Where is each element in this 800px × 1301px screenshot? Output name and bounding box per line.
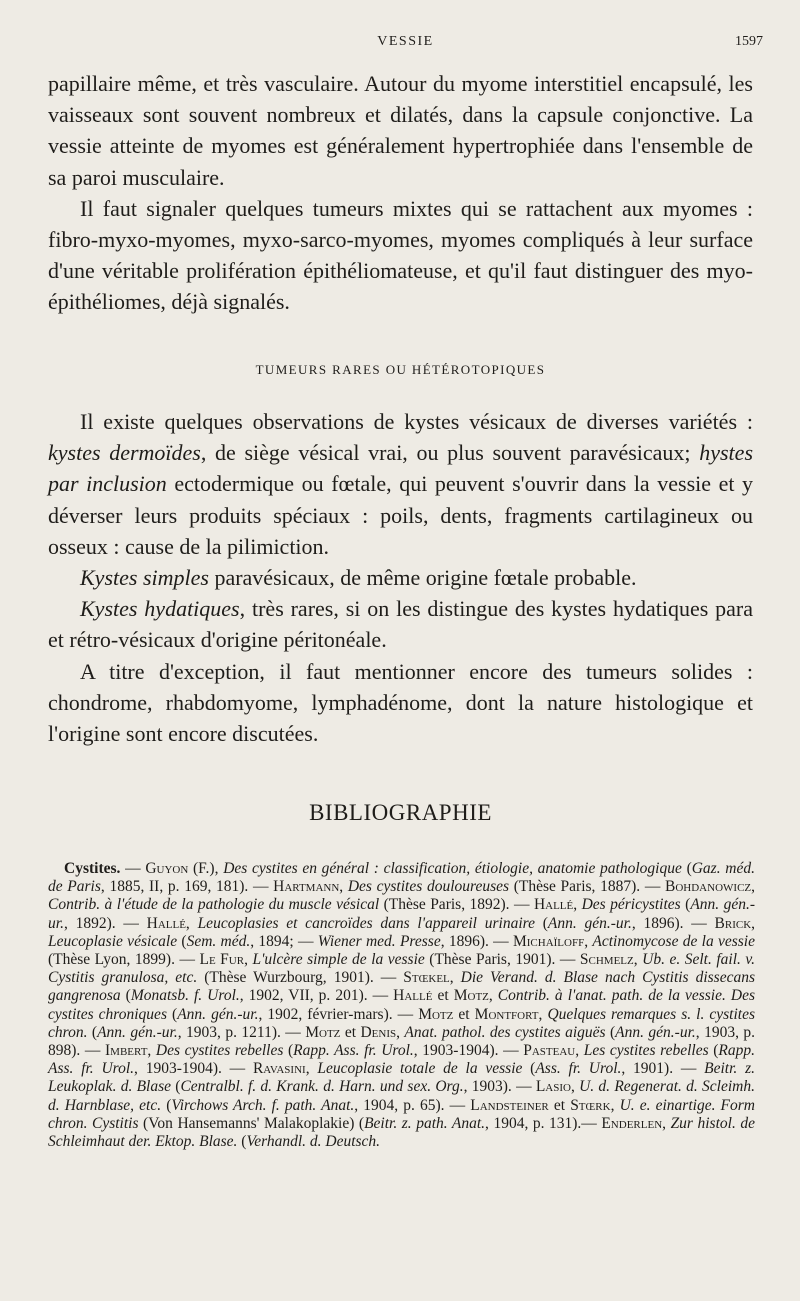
author-name: Hartmann <box>273 878 340 896</box>
citation-text: , <box>147 1042 156 1060</box>
citation-text: , 1903, p. 1211). — <box>177 1023 306 1041</box>
section-myomes <box>48 68 753 318</box>
citation-text: ( <box>120 987 131 1005</box>
bibliography-lead: Cystites. <box>64 860 121 877</box>
citation-text: , 1902, février-mars). — <box>258 1005 419 1023</box>
citation-text: ( <box>708 1042 719 1060</box>
citation-title: Leucoplasie totale de la vessie <box>317 1060 523 1078</box>
citation-text: ( <box>522 1060 536 1078</box>
author-name: Denis <box>360 1023 397 1041</box>
italic-term: kystes dermoïdes <box>48 440 201 466</box>
citation-title: Wiener med. Presse <box>317 932 441 950</box>
citation-text: , <box>575 1042 584 1060</box>
citation-text: , <box>570 1078 580 1096</box>
citation-text: , 1903-1904). — <box>134 1060 253 1078</box>
citation-title: Leucoplasie vésicale <box>48 932 178 950</box>
citation-text: , 1901). — <box>621 1060 705 1078</box>
author-name: Le Fur <box>199 951 245 969</box>
citation-text: et <box>453 1005 475 1023</box>
running-head <box>48 34 763 56</box>
author-name: Landsteiner <box>470 1096 549 1114</box>
citation-title: Virchows Arch. f. path. Anat. <box>171 1096 355 1114</box>
citation-title: Anat. pathol. des cystites aiguës <box>404 1023 606 1041</box>
citation-text: ( <box>87 1023 98 1041</box>
citation-text: et <box>548 1096 571 1114</box>
citation-title: Ass. fr. Urol. <box>535 1060 622 1078</box>
author-name: Guyon <box>145 860 189 877</box>
citation-text: , 1896). — <box>631 914 715 932</box>
citation-title: Des cystites rebelles <box>155 1042 284 1060</box>
citation-text: , <box>584 932 593 950</box>
citation-title: Rapp. Ass. fr. Urol. <box>293 1042 414 1060</box>
author-name: Pasteau <box>523 1042 576 1060</box>
citation-text: ( <box>283 1042 294 1060</box>
paragraph <box>48 406 753 562</box>
citation-title: Die Verand. d. Blase nach Cystitis dissecans gangrenosa <box>48 969 756 1005</box>
citation-title: Des péricystites <box>581 896 681 914</box>
text-run: , très rares, si on les distingue des kystes hydatiques para et rétro-vésicaux d'origine péritonéale. <box>48 596 753 653</box>
citation-title: Rapp. Ass. fr. Urol. <box>48 1042 755 1078</box>
author-name: Stœrk <box>570 1096 611 1114</box>
citation-title: Des cystites douloureuses <box>347 878 510 896</box>
paragraph <box>48 562 753 593</box>
citation-text: , <box>449 969 461 987</box>
bibliography-entry <box>48 860 755 1151</box>
citation-text: , <box>538 1005 548 1023</box>
citation-text: et <box>340 1023 361 1041</box>
paragraph: Il faut signaler quelques tumeurs mixtes qui se rattachent aux myomes : fibro-myxo-myomes, myxo-sarco-myomes, myomes compliqués à leur surface d'une véritable prolifération épithéliomateuse, et qu'il faut distinguer des myo-épithéliomes, déjà signalés. <box>48 195 753 315</box>
citation-text: (Thèse Wurzbourg, 1901). — <box>197 969 404 987</box>
citation-title: Actinomycose de la vessie <box>592 932 755 950</box>
author-name: Motz <box>418 1005 454 1023</box>
citation-text: ( <box>681 860 692 877</box>
citation-title: Gaz. méd. de Paris <box>48 860 755 896</box>
citation-title: Quelques remarques s. l. cystites chron. <box>48 1005 756 1041</box>
citation-text: (F.), <box>188 860 224 877</box>
citation-title: Ann. gén.-ur. <box>48 896 756 932</box>
citation-text: , 1885, II, p. 169, 181). — <box>100 878 274 896</box>
citation-text: , 1896). — <box>440 932 513 950</box>
citation-title: Verhandl. d. Deutsch. <box>246 1133 381 1151</box>
author-name: Schmelz <box>579 951 634 969</box>
citation-title: Des cystites en général : classification, étiologie, anatomie pathologique <box>223 860 682 877</box>
citation-title: U. e. einartige. Form chron. Cystitis <box>48 1096 756 1132</box>
author-name: Montfort <box>474 1005 539 1023</box>
citation-text: , 1904, p. 131).— <box>485 1114 602 1132</box>
citation-title: Contrib. à l'étude de la pathologie du muscle vésical <box>48 896 380 914</box>
citation-title: Beitr. z. path. Anat. <box>364 1114 486 1132</box>
citation-text: ( <box>605 1023 616 1041</box>
italic-term: Kystes hydatiques <box>80 596 240 622</box>
author-name: Imbert <box>105 1042 148 1060</box>
citation-text: , <box>339 878 348 896</box>
citation-text: , <box>244 951 253 969</box>
citation-title: Ub. e. Selt. fail. v. Cystitis granulosa, etc. <box>48 951 756 987</box>
citation-title: U. d. Regenerat. d. Scleimh. d. Harnblase, etc. <box>48 1078 755 1114</box>
citation-text: , <box>396 1023 405 1041</box>
citation-text: , 1903-1904). — <box>413 1042 524 1060</box>
citation-title: Ann. gén.-ur. <box>97 1023 178 1041</box>
author-name: Bohdanowicz <box>665 878 752 896</box>
paragraph: papillaire même, et très vasculaire. Autour du myome interstitiel encapsulé, les vaisseaux sont souvent nombreux et dilatés, dans la capsule conjonctive. La vessie atteinte de myomes est généralement hypertrophiée dans l'ensemble de sa paroi musculaire. <box>48 71 753 190</box>
citation-text: , <box>573 896 582 914</box>
italic-term: hystes par inclusion <box>48 440 753 497</box>
citation-title: Les cystites rebelles <box>583 1042 709 1060</box>
citation-text: ( <box>171 1078 181 1096</box>
citation-title: Ann. gén.-ur. <box>547 914 632 932</box>
citation-text: , <box>305 1060 318 1078</box>
citation-text: , 1902, VII, p. 201). — <box>239 987 394 1005</box>
section-tumeurs-rares <box>48 406 753 749</box>
text-run: Il existe quelques observations de kystes vésicaux de diverses variétés : <box>80 409 753 434</box>
page-number: 1597 <box>735 34 763 49</box>
bibliography-heading: BIBLIOGRAPHIE <box>309 800 492 825</box>
citation-text: (Thèse Paris, 1892). — <box>379 896 534 914</box>
citation-text: ( <box>177 932 187 950</box>
author-name: Motz <box>453 987 489 1005</box>
running-title: VESSIE <box>377 34 434 49</box>
citation-text: , 1892). — <box>63 914 147 932</box>
citation-text: , <box>751 878 755 896</box>
citation-title: Zur histol. de Schleimhaut der. Ektop. Blase. <box>48 1114 755 1151</box>
author-name: Hallé <box>533 896 574 914</box>
author-name: Hallé <box>146 914 186 932</box>
citation-text: , 1903, p. 898). — <box>48 1023 756 1060</box>
citation-text: , <box>751 914 756 932</box>
citation-text: , 1904, p. 65). — <box>354 1096 471 1114</box>
citation-text: , 1903). — <box>463 1078 536 1096</box>
citation-text: et <box>432 987 454 1005</box>
text-run: paravésicaux, de même origine fœtale probable. <box>208 565 637 591</box>
citation-text: (Thèse Paris, 1887). — <box>509 878 666 896</box>
section-heading: TUMEURS RARES OU HÉTÉROTOPIQUES <box>255 362 546 377</box>
citation-text: (Von Hansemanns' Malakoplakie) ( <box>138 1114 365 1132</box>
author-name: Hallé <box>393 987 433 1005</box>
citation-title: Ann. gén.-ur. <box>615 1023 696 1041</box>
author-name: Motz <box>305 1023 341 1041</box>
citation-title: Leucoplasies et cancroïdes dans l'appareil urinaire <box>197 914 535 932</box>
citation-title: Beitr. z. Leukoplak. d. Blase <box>48 1060 755 1096</box>
author-name: Stœkel <box>403 969 450 987</box>
author-name: Ravasini <box>252 1060 306 1078</box>
paragraph: A titre d'exception, il faut mentionner encore des tumeurs solides : chondrome, rhabdomyome, lymphadénome, dont la nature histologique et l'origine sont encore discutées. <box>48 658 753 747</box>
citation-text: , <box>633 951 643 969</box>
citation-text: ( <box>166 1005 178 1023</box>
citation-text: , <box>488 987 498 1005</box>
text-run: ectodermique ou fœtale, qui peuvent s'ouvrir dans la vessie et y déverser leurs produits spéciaux : poils, dents, fragments cartilagineux ou osseux : cause de la pilimiction. <box>48 471 754 559</box>
author-name: Brick <box>714 914 752 932</box>
citation-title: Centralbl. f. d. Krank. d. Harn. und sex. Org. <box>180 1078 464 1096</box>
author-name: Enderlen <box>601 1114 663 1132</box>
citation-text: , <box>610 1096 620 1114</box>
citation-title: Ann. gén.-ur. <box>177 1005 259 1023</box>
citation-title: Sem. méd. <box>186 932 251 950</box>
citation-text: , 1894; — <box>250 932 318 950</box>
citation-text: , <box>662 1114 671 1132</box>
citation-text: ( <box>161 1096 172 1114</box>
citation-text: ( <box>534 914 548 932</box>
citation-text: ( <box>680 896 691 914</box>
citation-title: Monatsb. f. Urol. <box>130 987 240 1005</box>
citation-text: (Thèse Lyon, 1899). — <box>48 951 200 969</box>
citation-text: — <box>120 860 146 877</box>
author-name: Michaïloff <box>512 932 585 950</box>
bibliography <box>48 860 755 1151</box>
citation-title: L'ulcère simple de la vessie <box>252 951 425 969</box>
citation-text: ( <box>237 1133 247 1151</box>
italic-term: Kystes simples <box>80 565 209 591</box>
citation-title: Contrib. à l'anat. path. de la vessie. Des cystites chroniques <box>48 987 755 1023</box>
author-name: Lasio <box>535 1078 571 1096</box>
citation-text: (Thèse Paris, 1901). — <box>424 951 580 969</box>
paragraph <box>48 593 753 655</box>
citation-text: , <box>185 914 198 932</box>
text-run: , de siège vésical vrai, ou plus souvent paravésicaux; <box>200 440 700 466</box>
